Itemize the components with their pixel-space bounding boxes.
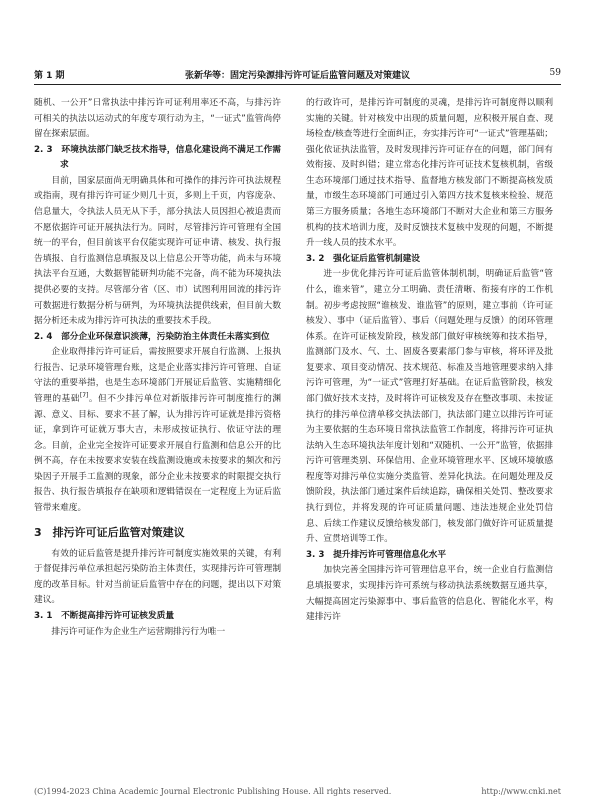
intro-paragraph: 随机、一公开”日常执法中排污许可证利用率还不高，与排污许可相关的执法以运动式的年度专项行动为主，“一证式”监管尚停留在探索层面。 [34, 98, 281, 140]
paragraph-2-4-part-b: 。但不少排污单位对新版排污许可制度推行的渊源、意义、目标、要求不甚了解，认为排污许可证就是排污资格证，拿到许可证就万事大吉，未形成按证执行、依证守法的理念。目前，企业完全按许可证要求开展自行监测和信息公开的比例不高，存在未按要求安装在线监测设施或未按要求的频次和污染因子开展手工监测的现象，部分企业未按要求的时限提交执行报告、执行报告填报存在缺项和逻辑错误在一定程度上为证后监管带来难度。 [34, 393, 282, 514]
running-title: 张新华等：固定污染源排污许可证后监管问题及对策建议 [184, 71, 410, 81]
paragraph-3-2: 进一步优化排污许可证后监管体制机制，明确证后监管“管什么，谁来管”，建立分工明确、责任清晰、衔接有序的工作机制。初步考虑按照“谁核发、谁监管”的原则，建立事前（许可证核发）、事中（证后监管）、事后（问题处理与反馈）的闭环管理体系。在许可证核发阶段，核发部门做好审核统筹和技术指导，监测部门及水、气、土、固废各要素部门参与审核，将环评及批复要求、项目变动情况、技术规范、标准及当地管理要求纳入排污许可管理，为“一证式”管理打好基础。在证后监管阶段，核发部门做好技术支持，及时将许可证核发及存在整改事项、未按证执行的排污单位清单移交执法部门，执法部门建立以排污许可证为主要依据的生态环境日常执法监管工作制度，将排污许可证执法纳入生态环境执法年度计划和“双随机、一公开”监管，依据排污许可管理类别、环保信用、企业环境管理水平、区域环境敏感程度等对排污单位实施分类监管、差异化执法。在问题处理及反馈阶段，执法部门通过案件后续追踪，确保相关处罚、整改要求执行到位，并将发现的许可证质量问题、违法违规企业处罚信息、后续工作建议反馈给核发部门，核发部门做好许可证质量提升、宣贯培训等工作。 [306, 269, 553, 545]
running-header [34, 68, 561, 82]
right-column [306, 96, 553, 626]
section-heading-3: 3 排污许可证后监管对策建议 [34, 525, 185, 539]
paragraph-3-1: 排污许可证作为企业生产运营期排污行为唯一 [51, 626, 226, 637]
footer-url[interactable]: http://www.cnki.net [481, 787, 561, 796]
left-column [34, 96, 281, 640]
section-heading-2-3: 2. 3 环境执法部门缺乏技术指导，信息化建设尚不满足工作需求 [34, 144, 281, 171]
header-rule [34, 84, 561, 85]
footer [34, 787, 561, 796]
paragraph-3: 有效的证后监管是提升排污许可制度实施效果的关键，有利于督促排污单位承担起污染防治主体责任，实现排污许可管理制度的改革目标。针对当前证后监管中存在的问题，提出以下对策建议。 [34, 548, 281, 606]
issue-number: 第 1 期 [34, 71, 65, 81]
paragraph-2-4 [34, 345, 281, 516]
paragraph-3-3: 加快完善全国排污许可管理信息平台，统一企业自行监测信息填报要求，实现排污许可系统与移动执法系统数据互通共享，大幅提高固定污染源事中、事后监管的信息化、智能化水平，构建排污许 [306, 565, 553, 623]
paragraph-2-3: 目前，国家层面尚无明确具体和可操作的排污许可执法规程或指南，现有排污许可证少则几十页，多则上千页，内容庞杂、信息量大，令执法人员无从下手，部分执法人员因担心被追责而不愿依据许可证开展执法行为。同时，尽管排污许可管理有全国统一的平台，但目前该平台仅能实现许可证申请、核发、执行报告填报、自行监测信息填报及以上信息公开等功能，尚未与环境执法平台互通，大数据智能研判功能不完备，尚不能为环境执法提供必要的支持。尽管部分省（区、市）试图利用回流的排污许可数据进行数据分析与研判，为环境执法提供线索，但目前大数据分析还未成为排污许可执法的重要技术手段。 [34, 175, 281, 327]
paragraph-2-4-part-a: 企业取得排污许可证后，需按照要求开展自行监测、上报执行报告、记录环境管理台账，这是企业落实排污许可管理、自证守法的重要举措，也是生态环境部门开展证后监管、实施精细化管理的基础 [34, 347, 281, 404]
citation-ref: [7] [79, 392, 89, 400]
copyright-text: (C)1994-2023 China Academic Journal Electronic Publishing House. All rights reserved. [34, 787, 392, 796]
page-number: 59 [549, 68, 561, 78]
paragraph-3-1-continued: 的行政许可，是排污许可制度的灵魂，是排污许可制度得以顺利实施的关键。针对核发中出现的质量问题，应积极开展自查、现场检查/核查等进行全面纠正，夯实排污许可“一证式”管理基础；强化依证执法监管，及时发现排污许可证存在的问题，部门间有效衔接、及时纠错；建立常态化排污许可证技术复核机制，省级生态环境部门通过技术指导、监督地方核发部门不断提高核发质量，市级生态环境部门可通过引入第四方技术复核来检验、规范第三方服务质量；各地生态环境部门不断对大企业和第三方服务机构的技术培训力度，及时反馈技术复核中发现的问题，不断提升一线人员的技术水平。 [306, 98, 553, 249]
section-heading-3-1: 3. 1 不断提高排污许可证核发质量 [34, 610, 175, 621]
section-heading-3-2: 3. 2 强化证后监管机制建设 [306, 253, 420, 264]
section-heading-3-3: 3. 3 提升排污许可管理信息化水平 [306, 549, 447, 560]
section-heading-2-4: 2. 4 部分企业环保意识淡薄，污染防治主体责任未落实到位 [34, 331, 270, 342]
